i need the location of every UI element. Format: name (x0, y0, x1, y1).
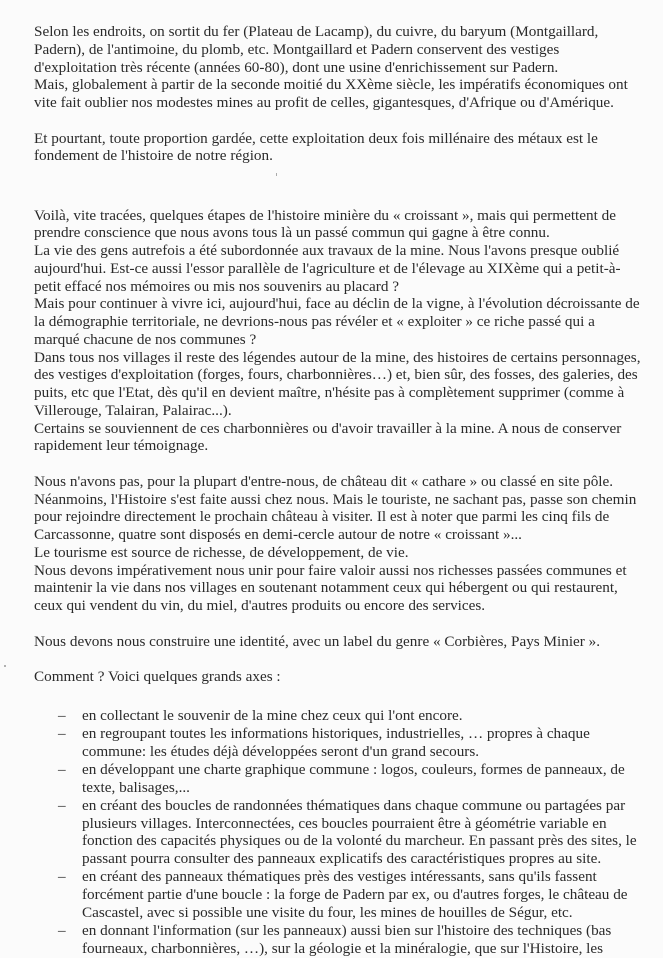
text-line: en collectant le souvenir de la mine chez ceux qui l'ont encore. (82, 706, 463, 724)
paragraph-axes-intro (34, 668, 646, 686)
text-line: Cascastel, avec si possible une visite du four, les mines de houilles de Ségur, etc. (82, 903, 573, 921)
scan-speck (4, 665, 6, 667)
text-line: marqué chacune de nos communes ? (34, 330, 257, 348)
text-line: en donnant l'information (sur les panneaux) aussi bien sur l'histoire des techniques (bas (82, 922, 612, 939)
paragraph-tourism (34, 473, 646, 615)
paragraph-spacer (34, 615, 646, 633)
text-line: maintenir la vie dans nos villages en soutenant notamment ceux qui hébergent ou qui restaurent, (34, 579, 618, 597)
text-line: Nous devons impérativement nous unir pour faire valoir aussi nos richesses passées communes et (34, 561, 627, 579)
text-line: Néanmoins, l'Histoire s'est faite aussi chez nous. Mais le touriste, ne sachant pas, passe son chemin (34, 490, 637, 508)
text-line: Le tourisme est source de richesse, de développement, de vie. (34, 543, 409, 561)
text-line: rapidement leur témoignage. (34, 437, 209, 455)
axes-list (34, 707, 646, 958)
dash-bullet-icon: – (58, 796, 66, 814)
text-line: La vie des gens autrefois a été subordonnée aux travaux de la mine. Nous l'avons presque oublié (34, 242, 620, 259)
text-line: en regroupant toutes les informations historiques, industrielles, … propres à chaque (82, 724, 590, 742)
dash-bullet-icon: – (58, 868, 66, 886)
paragraph-spacer (34, 165, 646, 201)
text-line: petit effacé nos mémoires ou mis nos souvenirs au placard ? (34, 277, 399, 295)
paragraph-mining-sites (34, 23, 646, 112)
text-line: aujourd'hui. Est-ce aussi l'essor parallèle de l'agriculture et de l'élevage au XIXème qui a petit-à- (34, 259, 621, 277)
text-line: Et pourtant, toute proportion gardée, cette exploitation deux fois millénaire des métaux est le (34, 129, 598, 147)
text-line: Nous devons nous construire une identité, avec un label du genre « Corbières, Pays Minier ». (34, 632, 601, 650)
text-line: Nous n'avons pas, pour la plupart d'entre-nous, de château dit « cathare » ou classé en site pôle. (34, 472, 614, 490)
text-line: Dans tous nos villages il reste des légendes autour de la mine, des histoires de certains personnages, (34, 348, 641, 366)
text-line: Carcassonne, quatre sont disposés en demi-cercle autour de notre « croissant »... (34, 526, 522, 543)
dash-bullet-icon: – (58, 760, 66, 778)
text-line: fourneaux, charbonnières, …), sur la géologie et la minéralogie, que sur l'Histoire, les (82, 939, 604, 957)
text-line: puits, etc que l'Etat, dès qu'il en devient maître, n'hésite pas à complètement supprimer (comme à (34, 384, 625, 401)
paragraph-spacer (34, 112, 646, 130)
paragraph-foundation (34, 130, 646, 166)
dash-bullet-icon: – (58, 922, 66, 939)
text-line: la démographie territoriale, ne devrions-nous pas révéler et « exploiter » ce riche passé qui a (34, 313, 595, 330)
list-item (34, 868, 646, 921)
text-line: vite fait oublier nos modestes mines au profit de celles, gigantesques, d'Afrique ou d'Amérique. (34, 94, 614, 111)
text-line: Villerouge, Talairan, Palairac...). (34, 401, 232, 419)
list-item (34, 761, 646, 797)
text-line: Certains se souviennent de ces charbonnières ou d'avoir travailler à la mine. A nous de conserver (34, 419, 622, 437)
text-line: ceux qui vendent du vin, du miel, d'autres produits ou encore des services. (34, 597, 486, 614)
list-item (34, 922, 646, 958)
dash-bullet-icon: – (58, 706, 66, 724)
text-line: Padern), de l'antimoine, du plomb, etc. Montgaillard et Padern conservent des vestiges (34, 40, 560, 58)
text-line: pour rejoindre directement le prochain château à visiter. Il est à noter que parmi les cinq fils de (34, 508, 610, 526)
text-line: Voilà, vite tracées, quelques étapes de l'histoire minière du « croissant », mais qui permettent de (34, 206, 616, 224)
document-page (34, 23, 646, 958)
text-line: en développant une charte graphique commune : logos, couleurs, formes de panneaux, de (82, 760, 625, 778)
text-line: en créant des boucles de randonnées thématiques dans chaque commune ou partagées par (82, 796, 626, 814)
text-line: passant pourra consulter des panneaux explicatifs des caractéristiques propres au site. (82, 850, 602, 867)
text-line: d'exploitation très récente (années 60-80), dont une usine d'enrichissement sur Padern. (34, 58, 559, 76)
dash-bullet-icon: – (58, 724, 66, 742)
paragraph-spacer (34, 686, 646, 704)
text-line: fondement de l'histoire de notre région. (34, 147, 273, 165)
text-line: forcément partie d'une boucle : la forge de Padern par ex, ou d'autres forges, le château de (82, 886, 628, 903)
list-item (34, 725, 646, 761)
text-line: prendre conscience que nous avons tous là un passé commun qui gagne à être connu. (34, 224, 550, 242)
paragraph-spacer (34, 455, 646, 473)
paragraph-identity (34, 633, 646, 651)
text-line: Mais, globalement à partir de la seconde moitié du XXème siècle, les impératifs économiques ont (34, 76, 628, 94)
text-line: Selon les endroits, on sortit du fer (Plateau de Lacamp), du cuivre, du baryum (Montgaillard, (34, 23, 599, 40)
text-line: Mais pour continuer à vivre ici, aujourd'hui, face au déclin de la vigne, à l'évolution décroissante de (34, 295, 640, 313)
text-line: en créant des panneaux thématiques près des vestiges intéressants, sans qu'ils fassent (82, 868, 597, 886)
text-line: texte, balisages,... (82, 778, 190, 796)
text-line: commune: les études déjà développées seront d'un grand secours. (82, 742, 480, 760)
list-item (34, 797, 646, 868)
text-line: des vestiges d'exploitation (forges, fours, charbonnières…) et, bien sûr, des fosses, des galeries, des (34, 366, 638, 384)
text-line: Comment ? Voici quelques grands axes : (34, 668, 281, 685)
list-item (34, 707, 646, 725)
paragraph-spacer (34, 650, 646, 668)
text-line: fonction des capacités physiques ou de la volonté du marcheur. En passant près des sites, le (82, 832, 637, 850)
paragraph-mining-history (34, 207, 646, 456)
text-line: plusieurs villages. Interconnectées, ces boucles pourraient être à géométrie variable en (82, 814, 607, 832)
